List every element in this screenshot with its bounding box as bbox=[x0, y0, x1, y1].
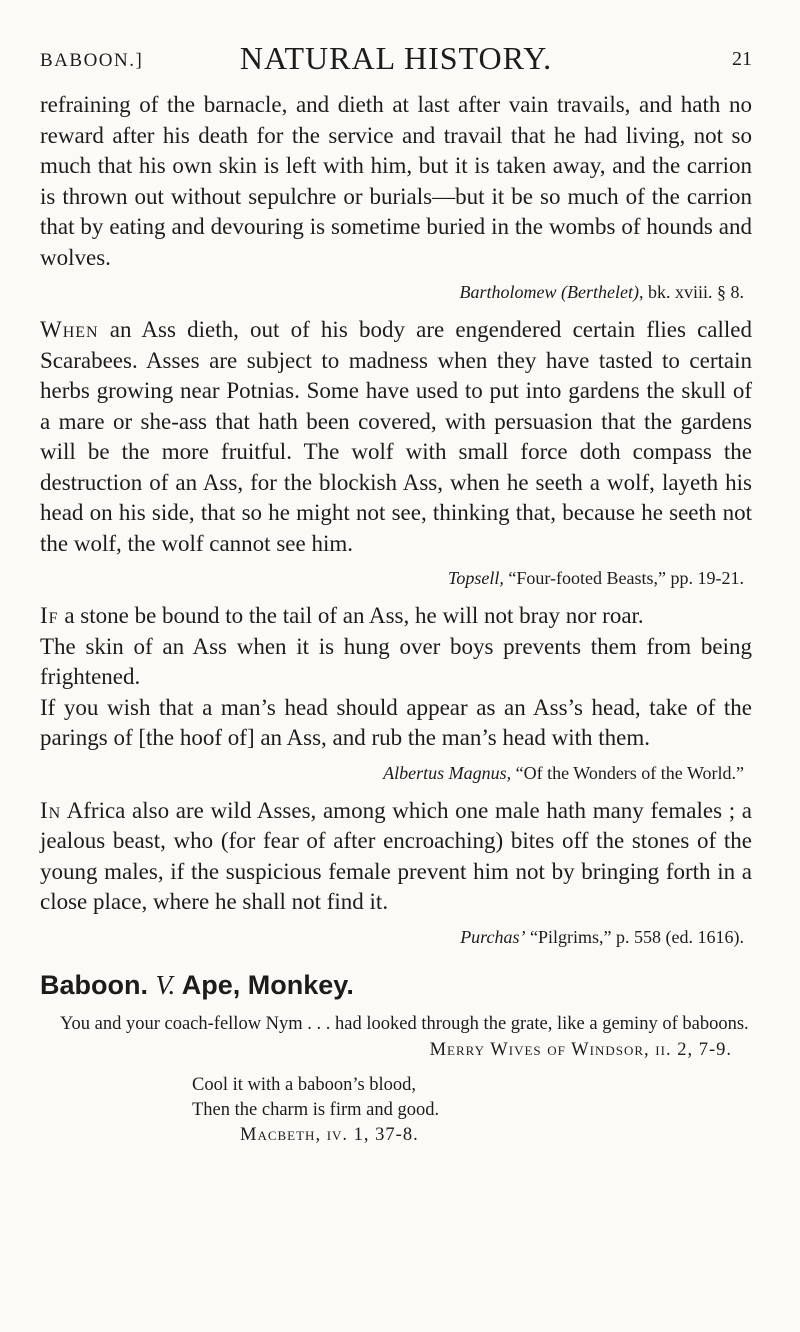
entry-text bbox=[40, 315, 752, 559]
verse-line: Cool it with a baboon’s blood, bbox=[192, 1074, 417, 1095]
entry-body: an Ass dieth, out of his body are engendered certain flies called Scarabees. Asses are subject to madness when they have tasted to certain herbs growing near Potnias. Some have used to put into gardens the skull of a mare or she-ass that hath been covered, with persuasion that the gardens will be the more fruitful. The wolf with small force doth compass the destruction of an Ass, for the blockish Ass, when he seeth a wolf, layeth his head on his side, that so he might not see, thinking that, because he seeth not the wolf, the wolf cannot see him. bbox=[40, 317, 752, 556]
entry-ass-death bbox=[40, 315, 752, 591]
shakespeare-quote: You and your coach-fellow Nym . . . had looked through the grate, like a geminy of baboons. bbox=[60, 1013, 749, 1034]
citation-author: Albertus Magnus, bbox=[383, 762, 512, 783]
entry-text bbox=[40, 796, 752, 918]
citation-author: Bartholomew bbox=[459, 282, 557, 302]
citation-author: Purchas’ bbox=[460, 926, 526, 947]
header-section-label: BABOON.] bbox=[40, 50, 144, 71]
entry-citation bbox=[40, 760, 752, 786]
running-header bbox=[40, 40, 752, 80]
entry-lead-word: When bbox=[40, 317, 99, 342]
entry-text: refraining of the barnacle, and dieth at last after vain travails, and hath no reward after his death for the service and travail that he had living, not so much that his own skin is left with him, but it is taken away, and the carrion is thrown out without sepulchre or burials—but it be so much of the carrion that by eating and devouring is sometime buried in the wombs of hounds and wolves. bbox=[40, 92, 752, 270]
entry-citation bbox=[40, 924, 752, 950]
entry-ass-stone bbox=[40, 601, 752, 786]
citation-reference: “Four-footed Beasts,” pp. 19-21. bbox=[503, 568, 744, 588]
verse-line: Then the charm is firm and good. bbox=[192, 1099, 440, 1120]
citation-edition: (Berthelet) bbox=[561, 282, 639, 302]
entry-lead-word: If bbox=[40, 603, 59, 628]
heading-vide: V. bbox=[155, 969, 176, 1000]
header-title: NATURAL HISTORY. bbox=[239, 40, 553, 76]
citation-reference: “Of the Wonders of the World.” bbox=[511, 762, 744, 783]
entry-barnacle bbox=[40, 90, 752, 305]
entry-text: The skin of an Ass when it is hung over boys prevents them from being frightened. bbox=[40, 633, 752, 689]
entry-text: If you wish that a man’s head should appear as an Ass’s head, take of the parings of [the hoof of] an Ass, and rub the man’s head with them. bbox=[40, 694, 752, 750]
page-number: 21 bbox=[732, 48, 752, 70]
entry-body: a stone be bound to the tail of an Ass, he will not bray nor roar. bbox=[58, 603, 644, 628]
heading-main: Baboon. bbox=[40, 969, 148, 1000]
heading-related: Ape, Monkey. bbox=[181, 969, 354, 1000]
citation-author: Topsell, bbox=[448, 568, 504, 588]
entry-citation bbox=[40, 279, 752, 305]
entry-text bbox=[40, 601, 752, 632]
entry-lead-word: In bbox=[40, 797, 62, 823]
citation-reference: , bk. xviii. § 8. bbox=[638, 282, 744, 302]
entry-africa bbox=[40, 796, 752, 950]
section-heading bbox=[40, 970, 752, 1001]
quote-citation: Merry Wives of Windsor, ii. 2, 7-9. bbox=[429, 1039, 732, 1060]
entry-citation bbox=[40, 565, 752, 591]
entry-body: Africa also are wild Asses, among which one male hath many females ; a jealous beast, who (for fear of after encroaching) bites off the stones of the young males, if the suspicious female prevent him not by bringing forth in a close place, where he shall not find it. bbox=[40, 797, 752, 914]
verse-citation: Macbeth, iv. 1, 37-8. bbox=[240, 1124, 419, 1145]
citation-reference: “Pilgrims,” p. 558 (ed. 1616). bbox=[525, 926, 744, 947]
